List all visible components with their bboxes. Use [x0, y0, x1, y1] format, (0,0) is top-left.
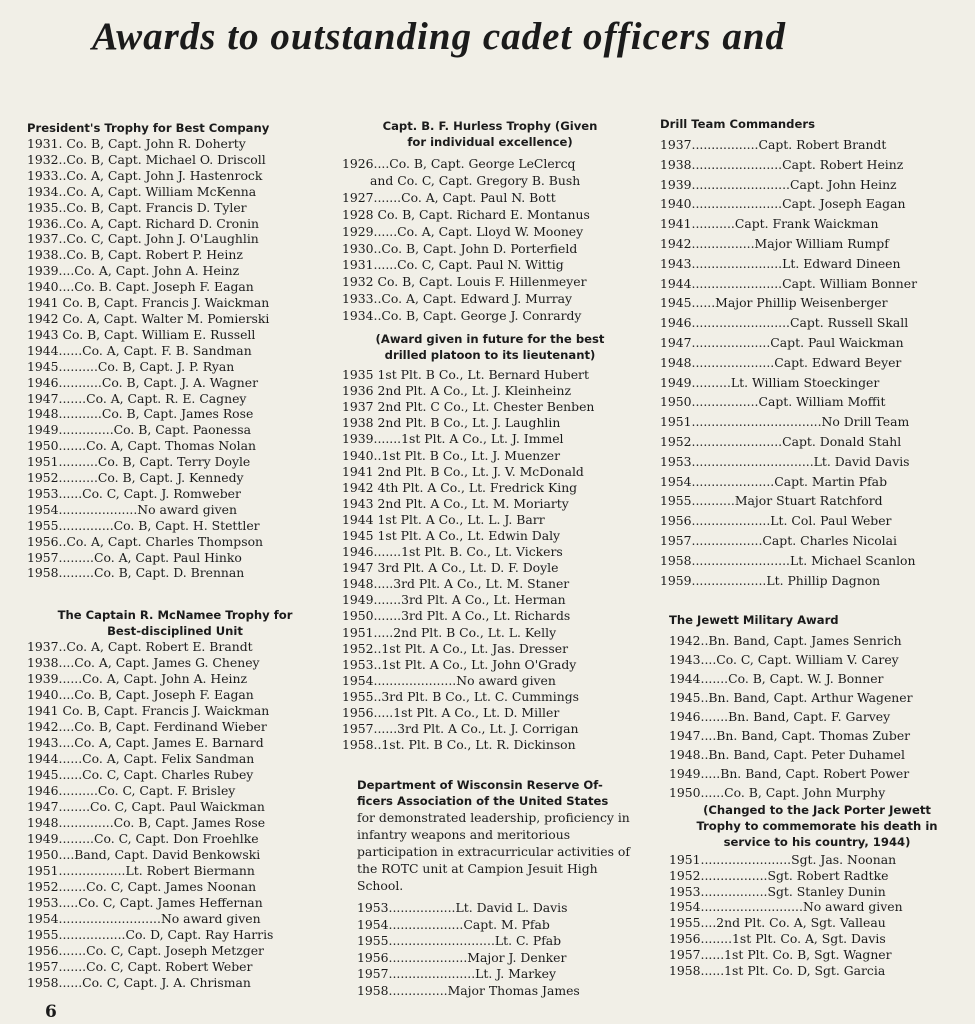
award-entry: 1956.....1st Plt. A Co., Lt. D. Miller	[342, 705, 560, 721]
award-entry: 1943 2nd Plt. A Co., Lt. M. Moriarty	[342, 495, 569, 511]
award-list	[357, 900, 641, 999]
award-entry: 1951.......................Sgt. Jas. Noonan	[669, 852, 897, 867]
award-entry: 1955..............Co. B, Capt. H. Stettler	[27, 517, 260, 533]
section-note: (Changed to the Jack Porter Jewett	[703, 803, 931, 817]
hurless-trophy-section	[342, 118, 638, 753]
award-entry: 1943.......................Lt. Edward Dineen	[660, 255, 901, 271]
award-entry: 1955...........Major Stuart Ratchford	[660, 493, 883, 509]
award-entry: 1936 2nd Plt. A Co., Lt. J. Kleinheinz	[342, 383, 572, 399]
award-entry: 1931. Co. B, Capt. John R. Doherty	[27, 136, 246, 151]
award-entry: 1954....................No award given	[27, 501, 237, 517]
award-entry: 1945..Bn. Band, Capt. Arthur Wagener	[669, 690, 913, 705]
award-entry: 1942..Bn. Band, Capt. James Senrich	[669, 633, 902, 648]
award-entry: 1951.................................No Drill Team	[660, 414, 910, 430]
award-entry: 1944.......Co. B, Capt. W. J. Bonner	[669, 671, 884, 686]
award-list	[660, 135, 965, 590]
award-entry: 1945......Major Phillip Weisenberger	[660, 295, 888, 311]
award-entry: 1956....................Major J. Denker	[357, 949, 567, 965]
award-entry: 1942 4th Plt. A Co., Lt. Fredrick King	[342, 479, 578, 495]
award-entry: 1952..1st Plt. A Co., Lt. Jas. Dresser	[342, 640, 568, 656]
award-entry: 1953..1st Plt. A Co., Lt. John O'Grady	[342, 656, 577, 672]
award-list	[669, 631, 965, 802]
award-entry: 1940....Co. B. Capt. Joseph F. Eagan	[27, 279, 254, 295]
award-entry: 1943....Co. A, Capt. James E. Barnard	[27, 735, 264, 750]
award-entry: 1934..Co. A, Capt. William McKenna	[27, 183, 257, 199]
award-entry: 1953...............................Lt. David Davis	[660, 453, 910, 469]
section-heading: Drill Team Commanders	[660, 117, 815, 131]
jewett-award-section	[669, 612, 965, 978]
award-entry: 1944.......................Capt. William Bonner	[660, 275, 918, 291]
award-list	[27, 136, 323, 581]
award-entry: 1948..............Co. B, Capt. James Rose	[27, 815, 266, 830]
award-entry: 1953......Co. C, Capt. J. Romweber	[27, 485, 241, 501]
award-entry: 1947........Co. C, Capt. Paul Waickman	[27, 799, 265, 814]
award-entry: 1957.........Co. A, Capt. Paul Hinko	[27, 549, 242, 565]
award-entry: 1954...................Capt. M. Pfab	[357, 916, 550, 932]
award-entry: 1940....Co. B, Capt. Joseph F. Eagan	[27, 687, 254, 702]
award-entry: 1938.......................Capt. Robert Heinz	[660, 156, 904, 172]
award-entry: 1942................Major William Rumpf	[660, 235, 889, 251]
award-entry: 1938 2nd Plt. B Co., Lt. J. Laughlin	[342, 415, 561, 431]
award-entry: 1941 2nd Plt. B Co., Lt. J. V. McDonald	[342, 463, 584, 479]
award-entry: 1948...........Co. B, Capt. James Rose	[27, 406, 254, 422]
award-entry: 1944......Co. A, Capt. Felix Sandman	[27, 751, 255, 766]
award-entry: 1954.....................Capt. Martin Pfab	[660, 473, 888, 489]
award-description: for demonstrated leadership, proficiency in infantry weapons and meritorious participation in extracurricular activities of the ROTC unit at Campion Jesuit High School.	[357, 810, 630, 893]
section-note: service to his country, 1944)	[723, 835, 911, 849]
award-entry: 1958..1st. Plt. B Co., Lt. R. Dickinson	[342, 737, 576, 753]
award-entry: 1949..............Co. B, Capt. Paonessa	[27, 422, 251, 438]
award-entry: 1957......3rd Plt. A Co., Lt. J. Corrigan	[342, 721, 579, 737]
award-entry: 1955....2nd Plt. Co. A, Sgt. Valleau	[669, 915, 886, 931]
award-entry: 1956..Co. A, Capt. Charles Thompson	[27, 533, 264, 549]
award-entry: 1945..........Co. B, Capt. J. P. Ryan	[27, 358, 235, 374]
award-entry: 1929......Co. A, Capt. Lloyd W. Mooney	[342, 223, 584, 239]
award-entry: 1949.....Bn. Band, Capt. Robert Power	[669, 766, 910, 781]
award-entry: 1937 2nd Plt. C Co., Lt. Chester Benben	[342, 399, 595, 415]
wisconsin-award-section	[357, 777, 641, 999]
award-entry: 1935 1st Plt. B Co., Lt. Bernard Hubert	[342, 367, 589, 383]
section-note: drilled platoon to its lieutenant)	[384, 348, 596, 363]
award-entry: 1949.......3rd Plt. A Co., Lt. Herman	[342, 592, 566, 608]
award-entry: 1956....................Lt. Col. Paul Weber	[660, 513, 892, 529]
award-entry: 1940..1st Plt. B Co., Lt. J. Muenzer	[342, 447, 561, 463]
award-entry: 1948.....3rd Plt. A Co., Lt. M. Staner	[342, 576, 570, 592]
award-entry: 1928 Co. B, Capt. Richard E. Montanus	[342, 206, 590, 222]
section-heading: Capt. B. F. Hurless Trophy (Given	[382, 119, 598, 133]
award-entry: 1946.........................Capt. Russell Skall	[660, 315, 909, 331]
award-entry: 1941 Co. B, Capt. Francis J. Waickman	[27, 295, 270, 311]
award-entry: 1956........1st Plt. Co. A, Sgt. Davis	[669, 930, 886, 946]
award-entry: 1937..Co. C, Capt. John J. O'Laughlin	[27, 231, 259, 247]
award-entry: 1940.......................Capt. Joseph Eagan	[660, 196, 906, 212]
award-entry: 1957......1st Plt. Co. B, Sgt. Wagner	[669, 946, 892, 962]
mcnamee-trophy-section	[27, 607, 323, 991]
award-entry: 1955.................Co. D, Capt. Ray Harris	[27, 927, 274, 942]
award-entry: 1932..Co. B, Capt. Michael O. Driscoll	[27, 151, 266, 167]
section-heading: Best-disciplined Unit	[107, 624, 243, 638]
award-list	[342, 367, 638, 753]
award-entry: 1948.....................Capt. Edward Beyer	[660, 354, 902, 370]
award-entry: 1946.......1st Plt. B. Co., Lt. Vickers	[342, 544, 563, 560]
award-entry: 1952.......Co. C, Capt. James Noonan	[27, 879, 257, 894]
award-entry: 1958...............Major Thomas James	[357, 982, 580, 998]
award-entry: 1934..Co. B, Capt. George J. Conrardy	[342, 308, 582, 324]
award-entry: 1931......Co. C, Capt. Paul N. Wittig	[342, 257, 564, 273]
award-entry: 1953.................Sgt. Stanley Dunin	[669, 883, 886, 899]
section-heading: The Captain R. McNamee Trophy for	[57, 608, 293, 622]
award-entry: 1942....Co. B, Capt. Ferdinand Wieber	[27, 719, 267, 734]
award-entry: 1941 Co. B, Capt. Francis J. Waickman	[27, 703, 270, 718]
section-heading: The Jewett Military Award	[669, 613, 839, 627]
section-note: Trophy to commemorate his death in	[696, 819, 938, 833]
award-entry: 1948..Bn. Band, Capt. Peter Duhamel	[669, 747, 905, 762]
award-entry: 1950.......3rd Plt. A Co., Lt. Richards	[342, 608, 571, 624]
award-entry: 1957..................Capt. Charles Nicolai	[660, 532, 897, 548]
award-entry: 1933..Co. A, Capt. Edward J. Murray	[342, 291, 573, 307]
award-entry: 1949.........Co. C, Capt. Don Froehlke	[27, 831, 259, 846]
award-entry: 1938..Co. B, Capt. Robert P. Heinz	[27, 247, 243, 263]
award-entry: 1959...................Lt. Phillip Dagnon	[660, 572, 881, 588]
award-entry: 1953.................Lt. David L. Davis	[357, 900, 568, 915]
page-number: 6	[45, 1002, 57, 1022]
award-entry: 1939......Co. A, Capt. John A. Heinz	[27, 671, 248, 686]
award-entry: 1950.................Capt. William Moffit	[660, 394, 886, 410]
award-entry: 1947....Bn. Band, Capt. Thomas Zuber	[669, 728, 911, 743]
section-heading: for individual excellence)	[407, 135, 573, 149]
award-entry: 1955...........................Lt. C. Pfab	[357, 933, 562, 948]
presidents-trophy-section	[27, 120, 323, 581]
award-entry: 1958.........Co. B, Capt. D. Brennan	[27, 565, 245, 581]
award-entry: 1957......................Lt. J. Markey	[357, 966, 556, 981]
award-entry: 1937.................Capt. Robert Brandt	[660, 137, 887, 152]
award-entry: 1946.......Bn. Band, Capt. F. Garvey	[669, 709, 891, 724]
award-entry: 1943....Co. C, Capt. William V. Carey	[669, 652, 899, 667]
award-entry: 1958.........................Lt. Michael Scanlon	[660, 552, 916, 568]
award-entry: 1951.....2nd Plt. B Co., Lt. L. Kelly	[342, 624, 557, 640]
award-list	[27, 639, 323, 991]
award-entry: 1937..Co. A, Capt. Robert E. Brandt	[27, 639, 253, 654]
award-entry: 1943 Co. B, Capt. William E. Russell	[27, 326, 256, 342]
award-entry: 1958......1st Plt. Co. D, Sgt. Garcia	[669, 962, 886, 978]
section-heading: ficers Association of the United States	[357, 794, 609, 808]
award-entry: 1952.................Sgt. Robert Radtke	[669, 867, 889, 883]
award-entry: 1935..Co. B, Capt. Francis D. Tyler	[27, 199, 247, 215]
award-entry: 1950....Band, Capt. David Benkowski	[27, 847, 261, 862]
award-entry: 1950......Co. B, Capt. John Murphy	[669, 785, 886, 800]
award-entry: 1947.......Co. A, Capt. R. E. Cagney	[27, 390, 247, 406]
award-list	[342, 156, 638, 325]
award-entry: 1936..Co. A, Capt. Richard D. Cronin	[27, 215, 260, 231]
award-entry: 1938....Co. A, Capt. James G. Cheney	[27, 655, 260, 670]
section-heading: President's Trophy for Best Company	[27, 121, 270, 135]
award-entry: 1950.......Co. A, Capt. Thomas Nolan	[27, 438, 256, 454]
award-entry: 1955..3rd Plt. B Co., Lt. C. Cummings	[342, 688, 580, 704]
award-entry: 1951.................Lt. Robert Biermann	[27, 863, 255, 878]
award-entry: 1951..........Co. B, Capt. Terry Doyle	[27, 454, 251, 470]
award-entry: 1949..........Lt. William Stoeckinger	[660, 374, 880, 390]
award-entry: 1947....................Capt. Paul Waickman	[660, 334, 904, 350]
award-entry: 1954..........................No award given	[669, 899, 903, 915]
award-entry: 1930..Co. B, Capt. John D. Porterfield	[342, 240, 578, 256]
award-entry: 1956.......Co. C, Capt. Joseph Metzger	[27, 943, 264, 958]
award-entry: 1932 Co. B, Capt. Louis F. Hillenmeyer	[342, 274, 587, 290]
award-entry: 1946..........Co. C, Capt. F. Brisley	[27, 783, 236, 798]
award-entry: 1942 Co. A, Capt. Walter M. Pomierski	[27, 310, 270, 326]
award-entry: 1947 3rd Plt. A Co., Lt. D. F. Doyle	[342, 560, 559, 576]
section-heading: Department of Wisconsin Reserve Of-	[357, 778, 603, 792]
award-entry: 1944......Co. A, Capt. F. B. Sandman	[27, 342, 252, 358]
award-entry: 1954.....................No award given	[342, 672, 556, 688]
award-entry: 1933..Co. A, Capt. John J. Hastenrock	[27, 167, 263, 183]
award-entry: 1939....Co. A, Capt. John A. Heinz	[27, 263, 240, 279]
award-entry: 1957.......Co. C, Capt. Robert Weber	[27, 959, 253, 974]
award-entry: 1954..........................No award given	[27, 911, 261, 926]
award-list	[669, 852, 965, 978]
award-entry: 1952..........Co. B, Capt. J. Kennedy	[27, 470, 244, 486]
award-entry: 1926....Co. B, Capt. George LeClercq	[342, 156, 576, 171]
award-entry: 1952.......................Capt. Donald Stahl	[660, 433, 902, 449]
award-entry: 1939.......1st Plt. A Co., Lt. J. Immel	[342, 431, 564, 447]
page-title: Awards to outstanding cadet officers and	[92, 15, 787, 58]
award-entry: 1945 1st Plt. A Co., Lt. Edwin Daly	[342, 528, 561, 543]
drill-team-section	[660, 116, 965, 590]
award-entry: 1958......Co. C, Capt. J. A. Chrisman	[27, 975, 251, 990]
award-entry: 1953.....Co. C, Capt. James Heffernan	[27, 895, 263, 910]
section-note: (Award given in future for the best	[375, 332, 605, 347]
award-entry: 1927.......Co. A, Capt. Paul N. Bott	[342, 189, 556, 205]
award-entry: and Co. C, Capt. Gregory B. Bush	[370, 172, 581, 188]
award-entry: 1945......Co. C, Capt. Charles Rubey	[27, 767, 254, 782]
award-entry: 1941...........Capt. Frank Waickman	[660, 216, 879, 232]
award-entry: 1939.........................Capt. John Heinz	[660, 176, 897, 192]
award-entry: 1946...........Co. B, Capt. J. A. Wagner	[27, 374, 259, 390]
award-entry: 1944 1st Plt. A Co., Lt. L. J. Barr	[342, 511, 545, 527]
